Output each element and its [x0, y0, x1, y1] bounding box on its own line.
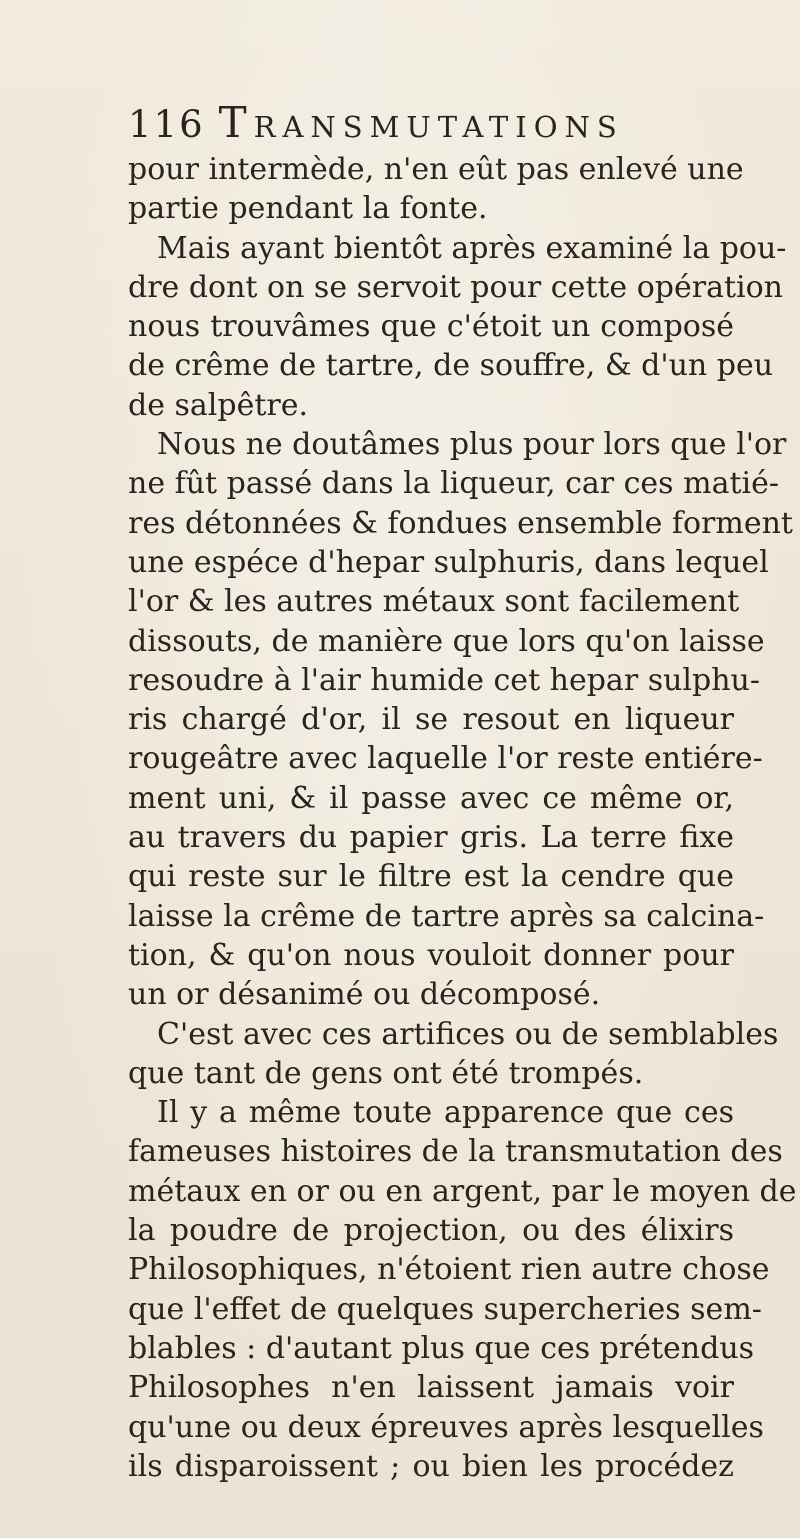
text-line: res détonnées & fondues ensemble forment: [128, 505, 793, 541]
text-line: de salpêtre.: [128, 387, 309, 423]
text-line: la poudre de projection, ou des élixirs: [128, 1213, 734, 1249]
text-line: Mais ayant bientôt après examiné la pou-: [157, 230, 787, 266]
body-text: [128, 150, 797, 1486]
text-line: laisse la crême de tartre après sa calcina-: [128, 898, 765, 934]
text-line: Il y a même toute apparence que ces: [157, 1095, 734, 1131]
text-line: que l'effet de quelques supercheries sem-: [128, 1291, 762, 1327]
text-line: un or désanimé ou décomposé.: [128, 977, 601, 1013]
page-number: 116: [128, 103, 205, 146]
text-line: une espéce d'hepar sulphuris, dans lequel: [128, 544, 769, 580]
text-line: dissouts, de manière que lors qu'on laisse: [128, 623, 765, 659]
text-line: métaux en or ou en argent, par le moyen de: [128, 1173, 797, 1209]
text-line: ment uni, & il passe avec ce même or,: [128, 780, 734, 816]
running-title: Transmutations: [218, 98, 624, 147]
text-line: qui reste sur le filtre est la cendre que: [128, 859, 734, 895]
text-line: nous trouvâmes que c'étoit un composé: [128, 309, 734, 345]
text-line: Philosophes n'en laissent jamais voir: [128, 1370, 734, 1406]
text-line: rougeâtre avec laquelle l'or reste entiére-: [128, 741, 763, 777]
text-line: resoudre à l'air humide cet hepar sulphu-: [128, 662, 760, 698]
text-line: pour intermède, n'en eût pas enlevé une: [128, 152, 744, 187]
page-header: [128, 98, 728, 152]
text-line: l'or & les autres métaux sont facilement: [128, 584, 740, 620]
text-line: blables : d'autant plus que ces prétendus: [128, 1330, 755, 1366]
text-line: ne fût passé dans la liqueur, car ces matié-: [128, 466, 779, 502]
text-line: partie pendant la fonte.: [128, 191, 488, 227]
text-line: C'est avec ces artifices ou de semblables: [157, 1016, 779, 1052]
text-line: fameuses histoires de la transmutation des: [128, 1134, 783, 1170]
text-line: que tant de gens ont été trompés.: [128, 1055, 644, 1091]
text-line: qu'une ou deux épreuves après lesquelles: [128, 1409, 764, 1445]
text-line: tion, & qu'on nous vouloit donner pour: [128, 937, 734, 973]
text-line: au travers du papier gris. La terre fixe: [128, 820, 734, 856]
text-line: ris chargé d'or, il se resout en liqueur: [128, 702, 734, 738]
text-line: dre dont on se servoit pour cette opération: [128, 269, 784, 305]
text-line: Philosophiques, n'étoient rien autre chose: [128, 1252, 770, 1288]
text-line: ils disparoissent ; ou bien les procédez: [128, 1448, 734, 1484]
text-line: Nous ne doutâmes plus pour lors que l'or: [157, 427, 787, 463]
text-line: de crême de tartre, de souffre, & d'un peu: [128, 348, 774, 384]
